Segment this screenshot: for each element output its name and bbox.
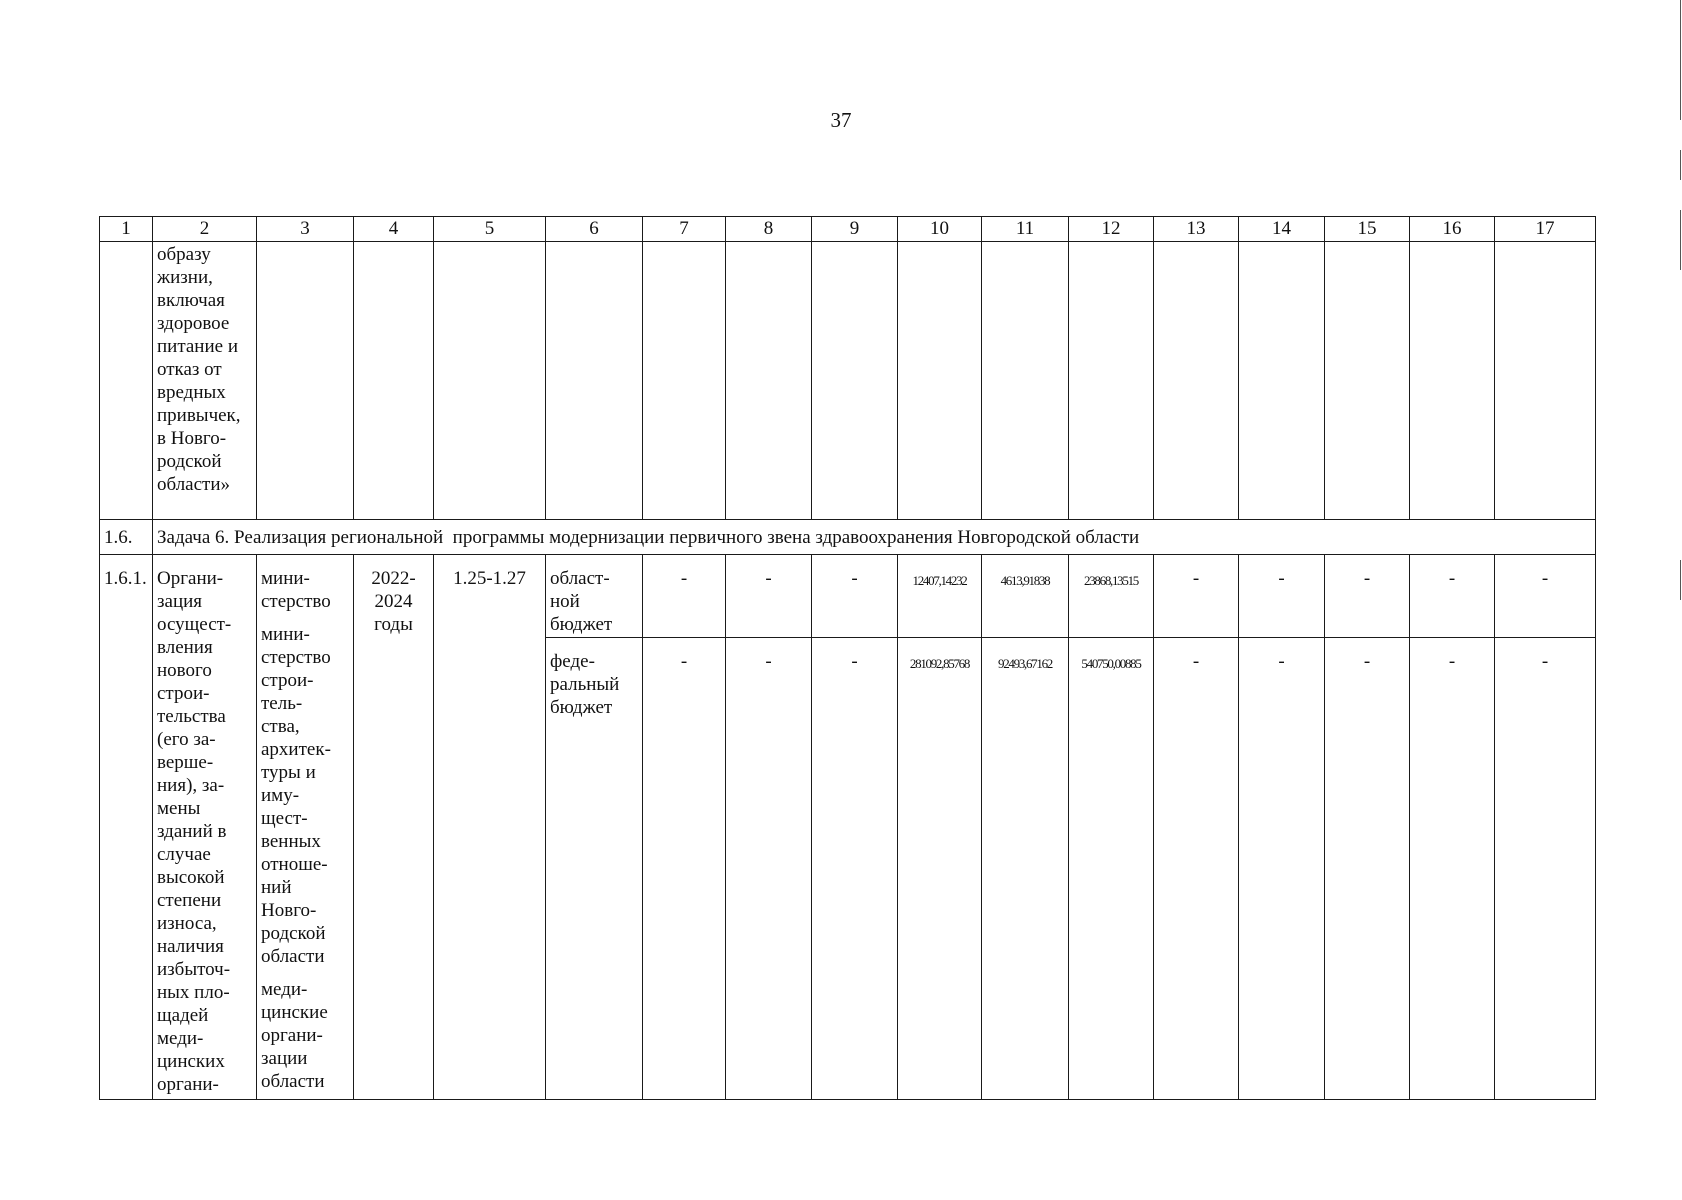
- empty-cell: [1495, 242, 1596, 520]
- column-number: 6: [546, 217, 643, 242]
- column-number: 15: [1325, 217, 1410, 242]
- executor-ministry: мини- стерство: [261, 568, 331, 612]
- value-cell-2023: 92493,67162: [982, 638, 1069, 1100]
- item-number: 1.6.1.: [100, 555, 153, 1100]
- value-cell: -: [643, 638, 726, 1100]
- item-row-regional: [100, 555, 1596, 638]
- item-executors: [257, 555, 354, 1100]
- column-number: 2: [153, 217, 257, 242]
- empty-cell: [1325, 242, 1410, 520]
- column-number: 14: [1239, 217, 1325, 242]
- value-cell: -: [1239, 555, 1325, 638]
- column-number: 7: [643, 217, 726, 242]
- empty-cell: [1069, 242, 1154, 520]
- task-number: 1.6.: [100, 520, 153, 555]
- value-cell: -: [812, 638, 898, 1100]
- column-number: 11: [982, 217, 1069, 242]
- funding-source-federal: феде- ральный бюджет: [546, 638, 643, 1100]
- empty-cell: [898, 242, 982, 520]
- empty-cell: [812, 242, 898, 520]
- column-number: 3: [257, 217, 354, 242]
- column-number: 9: [812, 217, 898, 242]
- value-cell: -: [1495, 555, 1596, 638]
- empty-cell: [354, 242, 434, 520]
- continued-name-cell: образу жизни, включая здоровое питание и отказ от вредных привычек, в Новго- родской области»: [153, 242, 257, 520]
- item-name: Органи- зация осущест- вления нового строи- тельства (его за- верше- ния), за- мены зданий в случае высокой степени износа, наличия избыточ- ных пло- щадей меди- цинских органи-: [153, 555, 257, 1100]
- executor-construction-ministry: мини- стерство строи- тель- ства, архитек- туры и иму- щест- венных отноше- ний Новго- родской области: [261, 624, 331, 967]
- column-number: 13: [1154, 217, 1239, 242]
- column-number: 16: [1410, 217, 1495, 242]
- empty-cell: [434, 242, 546, 520]
- empty-cell: [1154, 242, 1239, 520]
- value-cell-2022: 281092,85768: [898, 638, 982, 1100]
- program-table: [99, 216, 1596, 1100]
- column-number: 10: [898, 217, 982, 242]
- empty-cell: [726, 242, 812, 520]
- value-cell: -: [1239, 638, 1325, 1100]
- task-row: [100, 520, 1596, 555]
- value-cell: -: [1154, 638, 1239, 1100]
- value-cell-2024: 540750,00885: [1069, 638, 1154, 1100]
- page-number: 37: [830, 108, 852, 132]
- value-cell: -: [1154, 555, 1239, 638]
- executor-medical-organizations: меди- цинские органи- зации области: [261, 979, 328, 1092]
- value-cell: -: [1325, 638, 1410, 1100]
- value-cell-2024: 23868,13515: [1069, 555, 1154, 638]
- empty-cell: [546, 242, 643, 520]
- item-indicators: 1.25-1.27: [434, 555, 546, 1100]
- value-cell: -: [726, 638, 812, 1100]
- value-cell: -: [1325, 555, 1410, 638]
- task-title: Задача 6. Реализация региональной программы модернизации первичного звена здравоохранения Новгородской области: [153, 520, 1596, 555]
- value-cell: -: [1410, 555, 1495, 638]
- value-cell: -: [1410, 638, 1495, 1100]
- column-number: 1: [100, 217, 153, 242]
- empty-cell: [1410, 242, 1495, 520]
- column-number: 4: [354, 217, 434, 242]
- item-period: 2022- 2024 годы: [354, 555, 434, 1100]
- value-cell: -: [1495, 638, 1596, 1100]
- empty-cell: [643, 242, 726, 520]
- value-cell: -: [726, 555, 812, 638]
- continuation-row: [100, 242, 1596, 520]
- value-cell: -: [643, 555, 726, 638]
- value-cell-2023: 4613,91838: [982, 555, 1069, 638]
- column-number: 17: [1495, 217, 1596, 242]
- value-cell: -: [812, 555, 898, 638]
- value-cell-2022: 12407,14232: [898, 555, 982, 638]
- empty-cell: [1239, 242, 1325, 520]
- column-number: 5: [434, 217, 546, 242]
- empty-cell: [257, 242, 354, 520]
- column-number: 8: [726, 217, 812, 242]
- column-number: 12: [1069, 217, 1154, 242]
- column-number-row: [100, 217, 1596, 242]
- empty-cell: [100, 242, 153, 520]
- funding-source-regional: област- ной бюджет: [546, 555, 643, 638]
- empty-cell: [982, 242, 1069, 520]
